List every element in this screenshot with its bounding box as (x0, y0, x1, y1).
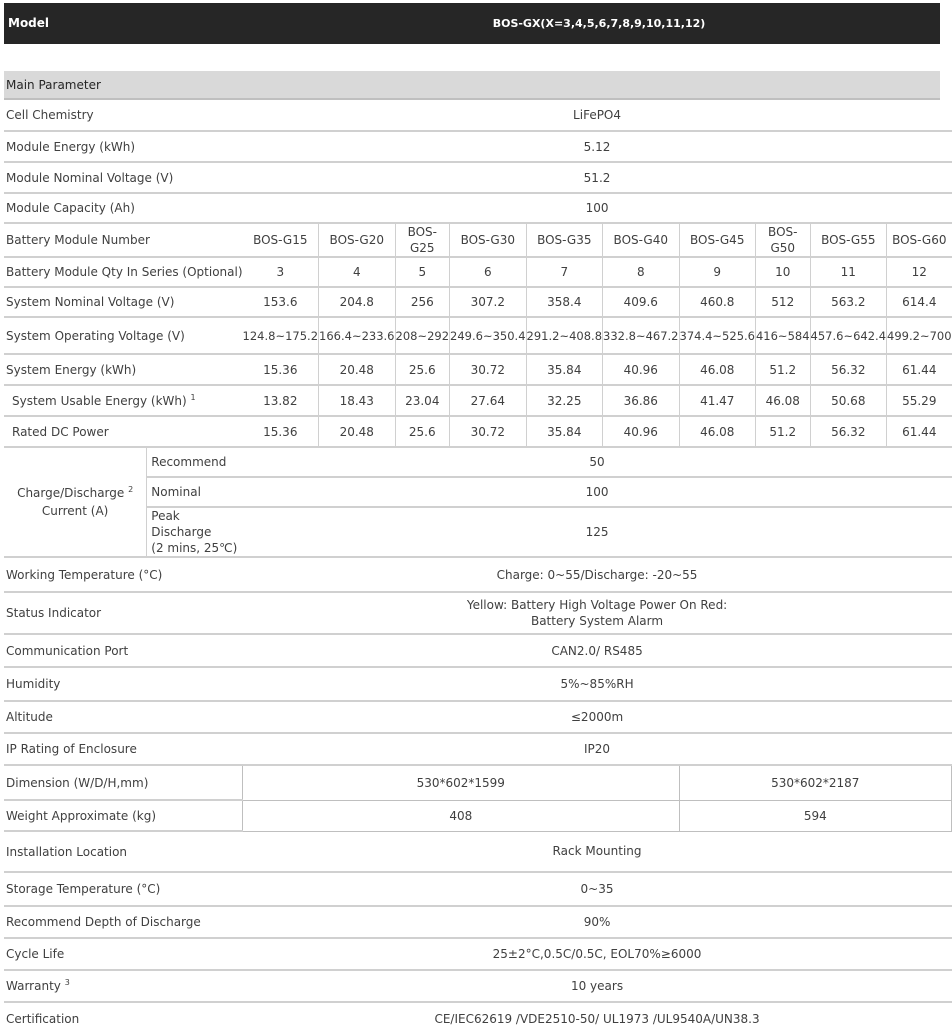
model-cell: BOS-G20 (319, 223, 395, 257)
spec-value: ≤2000m (243, 701, 952, 733)
section-title: Main Parameter (6, 78, 101, 92)
spec-label: Weight Approximate (kg) (4, 800, 243, 831)
section-header-main-parameter (4, 71, 940, 100)
spec-table (4, 100, 952, 1034)
data-cell: 35.84 (526, 416, 602, 447)
data-cell: 614.4 (887, 287, 952, 317)
spec-value: 90% (243, 906, 952, 938)
spec-label: Battery Module Qty In Series (Optional) (4, 257, 243, 287)
spec-row (4, 131, 952, 162)
data-cell: 61.44 (887, 354, 952, 385)
data-cell: 15.36 (243, 416, 319, 447)
current-sub-label: Recommend (147, 447, 243, 477)
spec-label: Recommend Depth of Discharge (4, 906, 243, 938)
spec-label: Module Energy (kWh) (4, 131, 243, 162)
model-label: Model (8, 16, 50, 30)
model-cell: BOS-G15 (243, 223, 319, 257)
data-cell: 166.4~233.6 (319, 317, 395, 354)
status-line1: Yellow: Battery High Voltage Power On Red: (466, 598, 728, 612)
data-cell: 256 (395, 287, 450, 317)
data-cell: 41.47 (679, 385, 755, 416)
spec-value: 100 (243, 477, 952, 507)
data-cell: 374.4~525.6 (679, 317, 755, 354)
spec-label (4, 385, 243, 416)
spec-row (4, 592, 952, 634)
model-number-row (4, 223, 952, 257)
data-cell: 51.2 (755, 354, 810, 385)
spec-value: CE/IEC62619 /VDE2510-50/ UL1973 /UL9540A/UN38.3 (434, 1011, 760, 1026)
data-cell: 13.82 (243, 385, 319, 416)
model-data-row (4, 317, 952, 354)
peak-label-line1: Peak Discharge (151, 509, 212, 539)
data-cell: 124.8~175.2 (243, 317, 319, 354)
data-cell: 61.44 (887, 416, 952, 447)
data-cell: 9 (679, 257, 755, 287)
footnote-marker: 1 (190, 392, 196, 402)
data-cell: 50.68 (810, 385, 886, 416)
spec-value: LiFePO4 (243, 100, 952, 131)
model-data-row (4, 257, 952, 287)
spec-label: Working Temperature (°C) (4, 557, 243, 592)
spec-row (4, 701, 952, 733)
model-header (4, 3, 940, 44)
spec-row (4, 872, 952, 906)
model-value: BOS-GX(X=3,4,5,6,7,8,9,10,11,12) (492, 17, 706, 30)
data-cell: 56.32 (810, 354, 886, 385)
weight-value-b: 594 (679, 800, 952, 831)
model-cell: BOS-G35 (526, 223, 602, 257)
data-cell: 7 (526, 257, 602, 287)
data-cell: 512 (755, 287, 810, 317)
current-label-line1: Charge/Discharge (17, 486, 125, 500)
data-cell: 11 (810, 257, 886, 287)
spec-value: Charge: 0~55/Discharge: -20~55 (243, 557, 952, 592)
spec-label: Module Capacity (Ah) (4, 193, 243, 223)
data-cell: 15.36 (243, 354, 319, 385)
data-cell: 55.29 (887, 385, 952, 416)
spec-label: Battery Module Number (4, 223, 243, 257)
data-cell: 25.6 (395, 416, 450, 447)
spec-label: Dimension (W/D/H,mm) (4, 765, 243, 800)
label-text: System Usable Energy (kWh) (12, 393, 187, 408)
current-row (4, 477, 952, 507)
data-cell: 563.2 (810, 287, 886, 317)
status-value (243, 592, 952, 634)
peak-label-line2: (2 mins, 25℃) (151, 541, 238, 555)
model-data-row (4, 354, 952, 385)
spec-label: Altitude (4, 701, 243, 733)
data-cell: 358.4 (526, 287, 602, 317)
spec-value: 50 (243, 447, 952, 477)
spec-label: System Energy (kWh) (4, 354, 243, 385)
data-cell: 51.2 (755, 416, 810, 447)
spec-value: 5%~85%RH (243, 667, 952, 701)
data-cell: 25.6 (395, 354, 450, 385)
spec-row (4, 634, 952, 667)
spec-label: Cell Chemistry (4, 100, 243, 131)
spec-row (4, 831, 952, 872)
data-cell: 5 (395, 257, 450, 287)
data-cell: 204.8 (319, 287, 395, 317)
spec-value: 25±2°C,0.5C/0.5C, EOL70%≥6000 (243, 938, 952, 970)
data-cell: 46.08 (679, 354, 755, 385)
data-cell: 416~584 (755, 317, 810, 354)
data-cell: 3 (243, 257, 319, 287)
data-cell: 460.8 (679, 287, 755, 317)
data-cell: 36.86 (603, 385, 679, 416)
spec-value: CAN2.0/ RS485 (243, 634, 952, 667)
data-cell: 27.64 (450, 385, 526, 416)
spec-value: 0~35 (243, 872, 952, 906)
model-cell: BOS-G30 (450, 223, 526, 257)
data-cell: 291.2~408.8 (526, 317, 602, 354)
data-cell: 20.48 (319, 416, 395, 447)
footnote-marker: 3 (64, 978, 70, 987)
spec-value: 100 (243, 193, 952, 223)
current-group-label (4, 447, 147, 557)
spec-row (4, 100, 952, 131)
data-cell: 46.08 (755, 385, 810, 416)
spec-label: Communication Port (4, 634, 243, 667)
status-line2: Battery System Alarm (530, 614, 664, 628)
spec-row (4, 193, 952, 223)
data-cell: 20.48 (319, 354, 395, 385)
current-row (4, 507, 952, 557)
current-sub-label: Nominal (147, 477, 243, 507)
model-cell: BOS-G55 (810, 223, 886, 257)
model-cell: BOS-G25 (395, 223, 450, 257)
spec-row (4, 800, 952, 831)
model-data-row (4, 385, 952, 416)
data-cell: 8 (603, 257, 679, 287)
data-cell: 30.72 (450, 354, 526, 385)
spec-row (4, 765, 952, 800)
spec-label: Humidity (4, 667, 243, 701)
spec-row (4, 557, 952, 592)
spec-label: System Nominal Voltage (V) (4, 287, 243, 317)
spec-label: Storage Temperature (°C) (4, 872, 243, 906)
spec-row (4, 733, 952, 765)
spec-label: Module Nominal Voltage (V) (4, 162, 243, 193)
spec-label: Rated DC Power (4, 416, 243, 447)
model-data-row (4, 287, 952, 317)
current-row (4, 447, 952, 477)
spec-row (4, 667, 952, 701)
data-cell: 30.72 (450, 416, 526, 447)
spec-label: Installation Location (4, 831, 243, 872)
spec-label: Certification (6, 1011, 80, 1026)
label-text: Warranty (6, 979, 61, 993)
spec-label (4, 970, 243, 1002)
data-cell: 153.6 (243, 287, 319, 317)
data-cell: 32.25 (526, 385, 602, 416)
current-sub-label (147, 507, 243, 557)
spec-value: 10 years (243, 970, 952, 1002)
data-cell: 499.2~700 (887, 317, 952, 354)
data-cell: 409.6 (603, 287, 679, 317)
data-cell: 23.04 (395, 385, 450, 416)
spec-row (4, 906, 952, 938)
model-cell: BOS-G60 (887, 223, 952, 257)
data-cell: 40.96 (603, 416, 679, 447)
spec-label: System Operating Voltage (V) (4, 317, 243, 354)
spec-value: 51.2 (243, 162, 952, 193)
spec-label: IP Rating of Enclosure (4, 733, 243, 765)
data-cell: 10 (755, 257, 810, 287)
data-cell: 307.2 (450, 287, 526, 317)
model-data-row (4, 416, 952, 447)
model-cell: BOS-G45 (679, 223, 755, 257)
spec-row (4, 970, 952, 1002)
model-cell: BOS-G40 (603, 223, 679, 257)
spec-value: IP20 (243, 733, 952, 765)
spec-value: Rack Mounting (243, 831, 952, 872)
data-cell: 249.6~350.4 (450, 317, 526, 354)
current-label-line2: Current (A) (41, 504, 109, 518)
data-cell: 46.08 (679, 416, 755, 447)
data-cell: 18.43 (319, 385, 395, 416)
data-cell: 208~292 (395, 317, 450, 354)
data-cell: 12 (887, 257, 952, 287)
spec-label: Cycle Life (4, 938, 243, 970)
weight-value-a: 408 (243, 800, 679, 831)
data-cell: 4 (319, 257, 395, 287)
dimension-value-b: 530*602*2187 (679, 765, 952, 800)
data-cell: 457.6~642.4 (810, 317, 886, 354)
footnote-marker: 2 (128, 485, 134, 494)
data-cell: 35.84 (526, 354, 602, 385)
spec-value: 125 (243, 507, 952, 557)
spec-row (4, 938, 952, 970)
spec-label: Status Indicator (4, 592, 243, 634)
data-cell: 332.8~467.2 (603, 317, 679, 354)
data-cell: 56.32 (810, 416, 886, 447)
spec-row (4, 1002, 952, 1034)
data-cell: 6 (450, 257, 526, 287)
spec-value: 5.12 (243, 131, 952, 162)
data-cell: 40.96 (603, 354, 679, 385)
spec-row (4, 162, 952, 193)
dimension-value-a: 530*602*1599 (243, 765, 679, 800)
model-cell: BOS-G50 (755, 223, 810, 257)
